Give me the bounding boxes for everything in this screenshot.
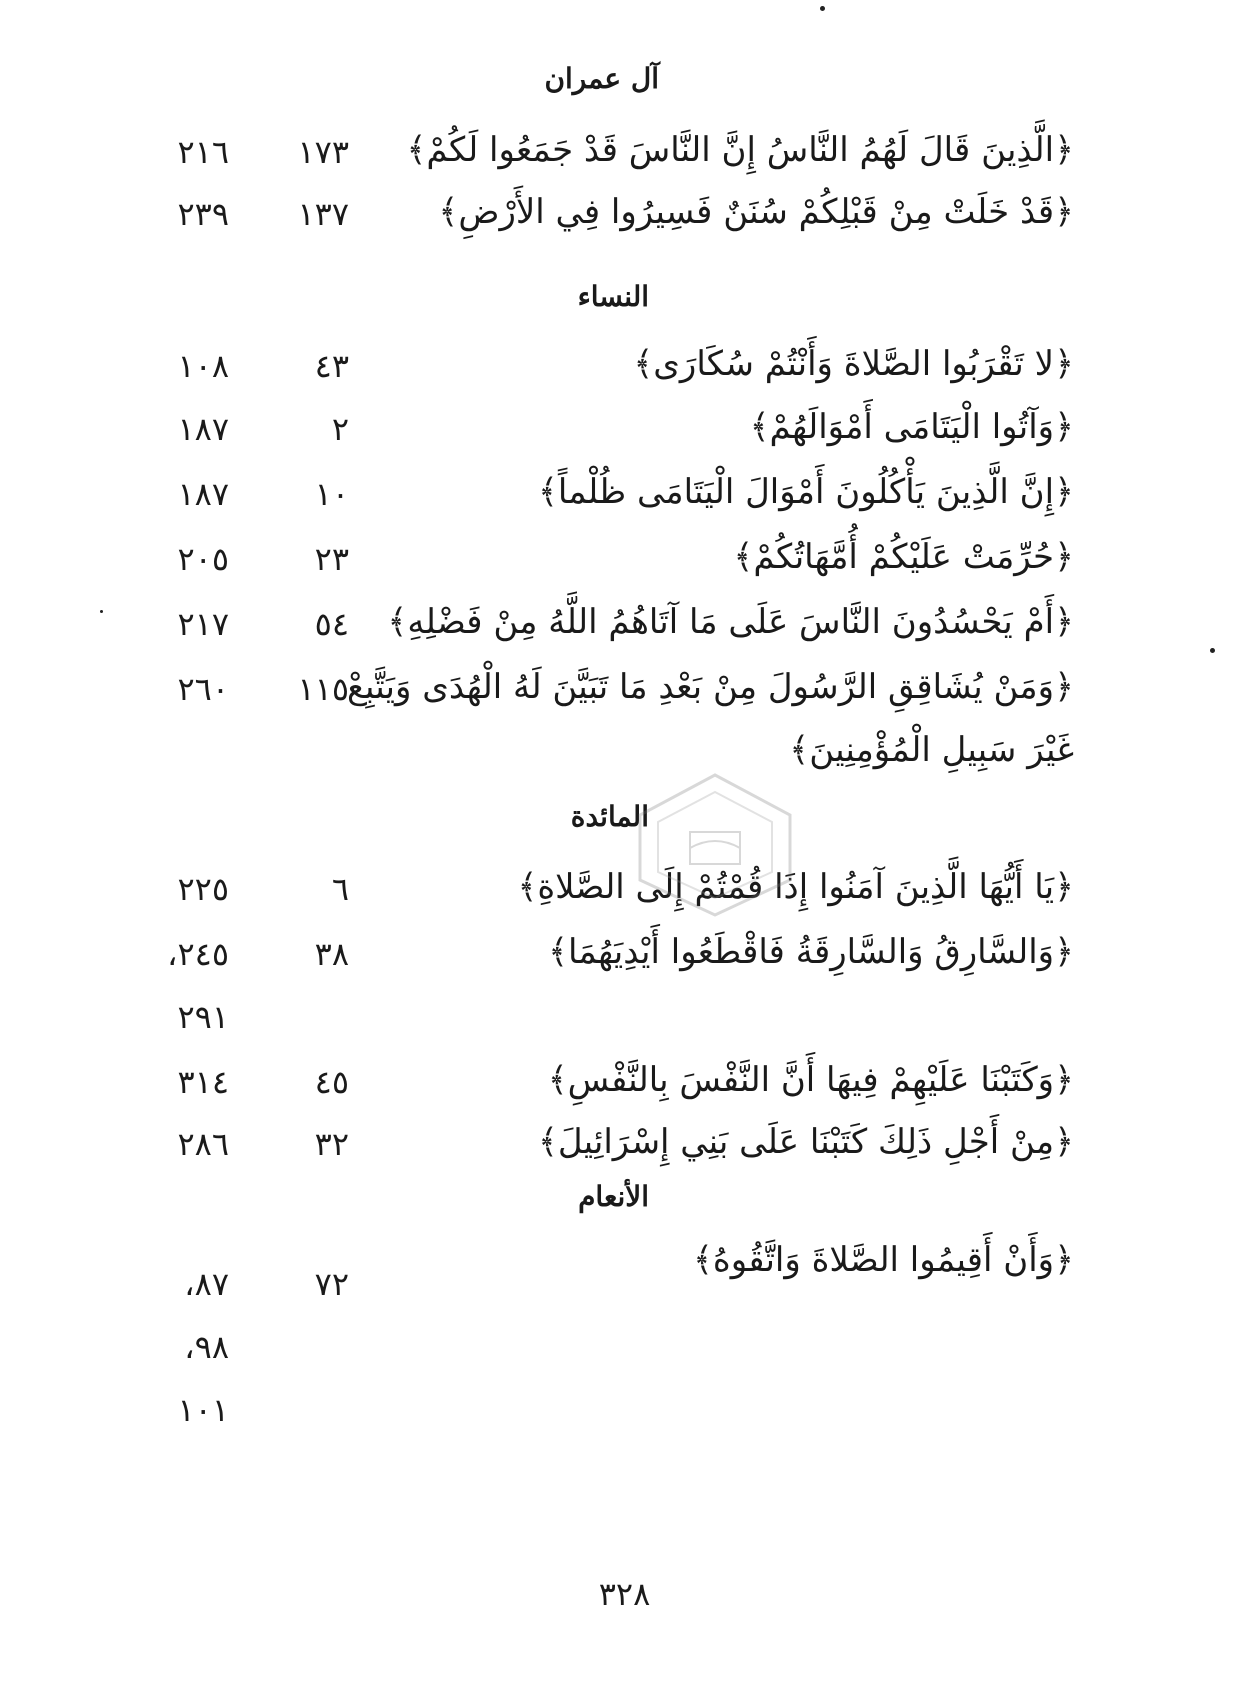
section-heading-al-maida: المائدة bbox=[570, 800, 649, 833]
verse-text: ﴿وَمَنْ يُشَاقِقِ الرَّسُولَ مِنْ بَعْدِ مَا تَبَيَّنَ لَهُ الْهُدَى وَيَتَّبِعْ bbox=[346, 667, 1074, 707]
scan-speck bbox=[100, 610, 103, 613]
verse-text: ﴿وَالسَّارِقُ وَالسَّارِقَةُ فَاقْطَعُوا أَيْدِيَهُمَا﴾ bbox=[548, 932, 1074, 972]
ayah-number: ٦ bbox=[331, 870, 349, 908]
page-reference: ٢٣٩ bbox=[177, 195, 229, 233]
ayah-number: ١٣٧ bbox=[297, 195, 349, 233]
verse-text-continuation: غَيْرَ سَبِيلِ الْمُؤْمِنِينَ﴾ bbox=[789, 730, 1074, 770]
ayah-number: ١٧٣ bbox=[297, 133, 349, 171]
ayah-number: ٢ bbox=[331, 410, 349, 448]
page-reference: ١٠٨ bbox=[177, 347, 229, 385]
page-reference: ٢٤٥، bbox=[167, 935, 229, 973]
verse-text: ﴿يَا أَيُّهَا الَّذِينَ آمَنُوا إِذَا قُمْتُمْ إِلَى الصَّلاةِ﴾ bbox=[517, 867, 1074, 907]
page-reference: ٢٠٥ bbox=[177, 540, 229, 578]
page-reference: ٩٨، bbox=[184, 1328, 229, 1366]
ayah-number: ٧٢ bbox=[314, 1265, 349, 1303]
page-number: ٣٢٨ bbox=[598, 1575, 651, 1613]
scan-speck bbox=[820, 6, 825, 11]
page-reference: ٢٢٥ bbox=[177, 870, 229, 908]
ayah-number: ٣٢ bbox=[314, 1125, 349, 1163]
section-heading-an-nisa: النساء bbox=[577, 280, 649, 313]
verse-text: ﴿الَّذِينَ قَالَ لَهُمُ النَّاسُ إِنَّ النَّاسَ قَدْ جَمَعُوا لَكُمْ﴾ bbox=[406, 130, 1074, 170]
ayah-number: ٤٥ bbox=[314, 1063, 349, 1101]
page-reference: ٣١٤ bbox=[177, 1063, 229, 1101]
section-heading-al-imran: آل عمران bbox=[544, 62, 659, 95]
verse-text: ﴿إِنَّ الَّذِينَ يَأْكُلُونَ أَمْوَالَ الْيَتَامَى ظُلْماً﴾ bbox=[537, 472, 1074, 512]
ayah-number: ١٠ bbox=[314, 475, 349, 513]
verse-text: ﴿لا تَقْرَبُوا الصَّلاةَ وَأَنْتُمْ سُكَارَى﴾ bbox=[633, 344, 1074, 384]
verse-text: ﴿وَأَنْ أَقِيمُوا الصَّلاةَ وَاتَّقُوهُ﴾ bbox=[692, 1240, 1074, 1280]
page-reference: ٢٦٠ bbox=[177, 670, 229, 708]
page-reference: ٨٧، bbox=[184, 1265, 229, 1303]
verse-text: ﴿وَكَتَبْنَا عَلَيْهِمْ فِيهَا أَنَّ النَّفْسَ بِالنَّفْسِ﴾ bbox=[547, 1060, 1074, 1100]
verse-text: ﴿مِنْ أَجْلِ ذَلِكَ كَتَبْنَا عَلَى بَنِي إِسْرَائِيلَ﴾ bbox=[537, 1122, 1074, 1162]
section-heading-al-anam: الأنعام bbox=[578, 1180, 649, 1213]
verse-text: ﴿قَدْ خَلَتْ مِنْ قَبْلِكُمْ سُنَنٌ فَسِيرُوا فِي الأَرْضِ﴾ bbox=[438, 192, 1074, 232]
page-reference: ١٠١ bbox=[177, 1391, 229, 1429]
verse-text: ﴿أَمْ يَحْسُدُونَ النَّاسَ عَلَى مَا آتَاهُمُ اللَّهُ مِنْ فَضْلِهِ﴾ bbox=[387, 602, 1074, 642]
ayah-number: ٥٤ bbox=[314, 605, 349, 643]
page-reference: ١٨٧ bbox=[177, 410, 229, 448]
verse-text: ﴿وَآتُوا الْيَتَامَى أَمْوَالَهُمْ﴾ bbox=[749, 407, 1074, 447]
scan-speck bbox=[1210, 648, 1215, 653]
library-seal-watermark bbox=[630, 770, 800, 920]
page-reference: ٢١٦ bbox=[177, 133, 229, 171]
verse-text: ﴿حُرِّمَتْ عَلَيْكُمْ أُمَّهَاتُكُمْ﴾ bbox=[733, 537, 1074, 577]
page-reference: ٢٨٦ bbox=[177, 1125, 229, 1163]
ayah-number: ٤٣ bbox=[314, 347, 349, 385]
page-reference: ٢١٧ bbox=[177, 605, 229, 643]
ayah-number: ١١٥ bbox=[297, 670, 349, 708]
ayah-number: ٣٨ bbox=[314, 935, 349, 973]
page-reference: ٢٩١ bbox=[177, 998, 229, 1036]
ayah-number: ٢٣ bbox=[314, 540, 349, 578]
page-reference: ١٨٧ bbox=[177, 475, 229, 513]
